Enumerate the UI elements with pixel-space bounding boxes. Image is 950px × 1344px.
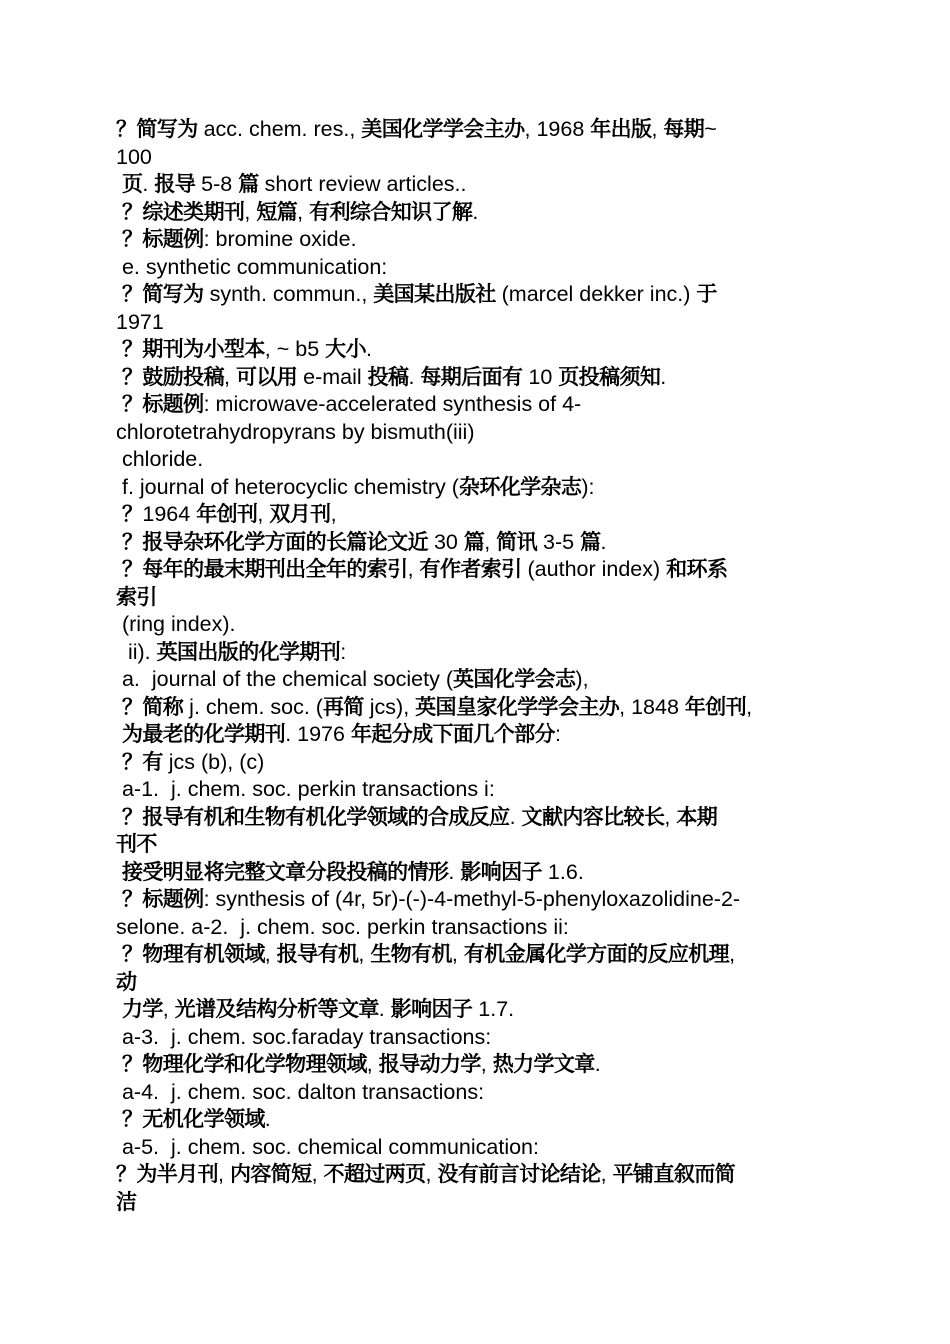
text-line: 动 xyxy=(116,969,137,994)
text-line: ？为半月刊, 内容简短, 不超过两页, 没有前言讨论结论, 平铺直叙而简 xyxy=(116,1162,736,1186)
text-line: a-3. j. chem. soc.faraday transactions: xyxy=(116,1024,492,1049)
text-line: ？简称 j. chem. soc. (再简 jcs), 英国皇家化学学会主办, 1848 年创刊, xyxy=(121,694,753,719)
text-line: 力学, 光谱及结构分析等文章. 影响因子 1.7. xyxy=(121,997,515,1021)
text-line: ii). 英国出版的化学期刊: xyxy=(116,639,347,664)
text-line: (ring index). xyxy=(116,612,236,636)
document-text xyxy=(116,116,846,1216)
text-line: a-1. j. chem. soc. perkin transactions i: xyxy=(116,777,495,801)
text-line: 索引 xyxy=(116,584,157,609)
text-line: a-5. j. chem. soc. chemical communication: xyxy=(116,1134,539,1159)
text-line: ？综述类期刊, 短篇, 有利综合知识了解. xyxy=(121,199,479,224)
text-line: ？1964 年创刊, 双月刊, xyxy=(121,502,337,526)
text-line: ？有 jcs (b), (c) xyxy=(121,749,265,774)
text-line: 为最老的化学期刊. 1976 年起分成下面几个部分: xyxy=(121,722,561,746)
text-line: 100 xyxy=(116,144,152,169)
text-line: 1971 xyxy=(116,309,164,334)
text-line: chlorotetrahydropyrans by bismuth(iii) xyxy=(116,419,475,444)
text-line: 接受明显将完整文章分段投稿的情形. 影响因子 1.6. xyxy=(121,859,584,884)
text-line: ？报导有机和生物有机化学领域的合成反应. 文献内容比较长, 本期 xyxy=(121,804,718,829)
text-line: 洁 xyxy=(116,1189,137,1214)
text-line: ？期刊为小型本, ~ b5 大小. xyxy=(121,337,372,361)
text-line: selone. a-2. j. chem. soc. perkin transactions ii: xyxy=(116,914,569,939)
text-line: ？物理化学和化学物理领域, 报导动力学, 热力学文章. xyxy=(121,1052,601,1076)
text-line: ？每年的最末期刊出全年的索引, 有作者索引 (author index) 和环系 xyxy=(121,557,728,581)
text-line: ？物理有机领域, 报导有机, 生物有机, 有机金属化学方面的反应机理, xyxy=(121,942,736,966)
text-line: a. journal of the chemical society (英国化学会志), xyxy=(116,667,589,691)
text-line: ？标题例: bromine oxide. xyxy=(121,227,357,251)
text-line: f. journal of heterocyclic chemistry (杂环化学杂志): xyxy=(116,474,595,499)
text-line: ？无机化学领域. xyxy=(121,1107,271,1131)
text-line: ？鼓励投稿, 可以用 e-mail 投稿. 每期后面有 10 页投稿须知. xyxy=(121,364,667,389)
text-line: ？简写为 synth. commun., 美国某出版社 (marcel dekker inc.) 于 xyxy=(121,282,717,306)
text-line: 刊不 xyxy=(116,832,157,856)
text-line: ？报导杂环化学方面的长篇论文近 30 篇, 简讯 3-5 篇. xyxy=(121,529,607,554)
text-line: ？标题例: synthesis of (4r, 5r)-(-)-4-methyl-5-phenyloxazolidine-2- xyxy=(121,887,741,911)
text-line: e. synthetic communication: xyxy=(116,254,388,279)
text-line: ？简写为 acc. chem. res., 美国化学学会主办, 1968 年出版, 每期~ xyxy=(116,117,717,141)
text-line: ？标题例: microwave-accelerated synthesis of 4- xyxy=(121,392,582,416)
text-line: a-4. j. chem. soc. dalton transactions: xyxy=(116,1079,485,1104)
text-line: 页. 报导 5-8 篇 short review articles.. xyxy=(121,172,467,196)
text-line: chloride. xyxy=(116,447,204,471)
